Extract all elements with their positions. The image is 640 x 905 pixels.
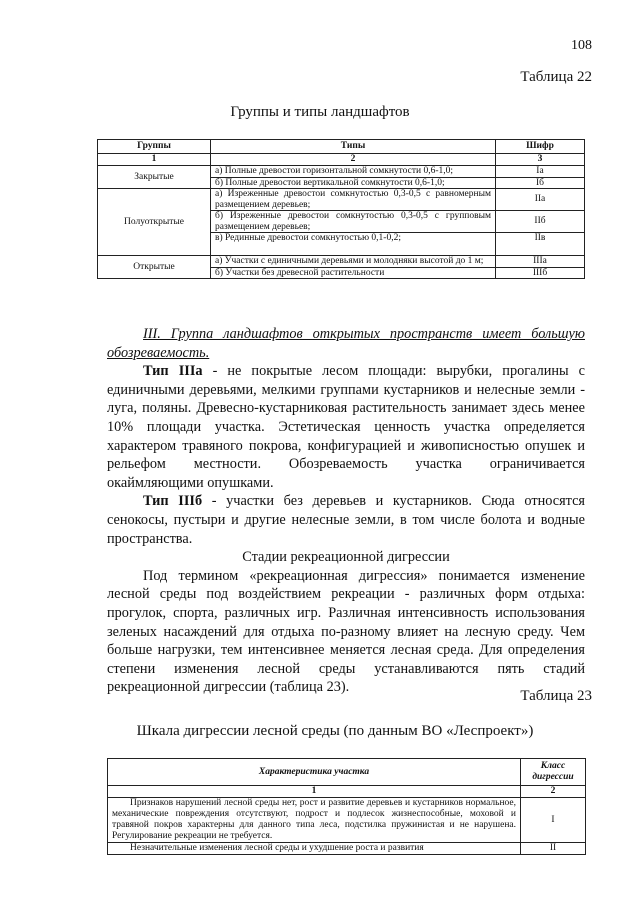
characteristic-cell: Признаков нарушений лесной среды нет, рост и развитие деревьев и кустарников нормальное, механические повреждения отсутствуют, подрост и подлесок жизнеспособные, моховой и травяной покров характерны для данного типа леса, подстилка пружинистая и не нарушена. Регулирование рекреации не требуется. bbox=[108, 798, 521, 843]
column-header: Шифр bbox=[496, 140, 585, 154]
group-name: Полуоткрытые bbox=[98, 189, 211, 256]
table23-title: Шкала дигрессии лесной среды (по данным ВО «Леспроект») bbox=[136, 723, 534, 739]
landscape-groups-table bbox=[97, 139, 585, 279]
type-cell: а) Изреженные древостои сомкнутостью 0,3-0,5 с равномерным размещением деревьев; bbox=[211, 189, 496, 211]
column-number: 1 bbox=[108, 786, 521, 798]
paragraph-type-IIIb bbox=[107, 492, 585, 548]
code-cell: IIв bbox=[496, 233, 585, 256]
class-cell: II bbox=[521, 843, 586, 855]
code-cell: IIIа bbox=[496, 256, 585, 268]
table-header-row bbox=[98, 140, 585, 154]
table-row bbox=[98, 256, 585, 268]
paragraph-text: - не покрытые лесом площади: вырубки, прогалины с единичными деревьями, мелкими группами кустарников и нелесные земли - луга, поляны. Древесно-кустарниковая растительность занимает здесь менее 10% площади участка. Эстетическая ценность участка определяется характером травяного покрова, конфигурацией и живописностью опушек и рельефом местности. Обозреваемость участка ограничивается окаймляющими опушками. bbox=[107, 363, 586, 491]
column-number: 1 bbox=[98, 154, 211, 166]
table22-label: Таблица 22 bbox=[520, 69, 592, 85]
digression-scale-table bbox=[107, 758, 586, 855]
column-header: Группы bbox=[98, 140, 211, 154]
table-row bbox=[98, 166, 585, 178]
code-cell: IIб bbox=[496, 211, 585, 233]
paragraph-text: - участки без деревьев и кустарников. Сюда относятся сенокосы, пустыри и другие нелесные земли, в том числе болота и водные пространства. bbox=[107, 493, 585, 547]
type-cell: б) Участки без древесной растительности bbox=[211, 267, 496, 279]
class-cell: I bbox=[521, 798, 586, 843]
paragraph-type-IIIa bbox=[107, 362, 585, 492]
type-cell: а) Полные древостои горизонтальной сомкнутости 0,6-1,0; bbox=[211, 166, 496, 178]
subheading: Стадии рекреационной дигрессии bbox=[242, 549, 450, 566]
column-number: 3 bbox=[496, 154, 585, 166]
code-cell: Iб bbox=[496, 177, 585, 189]
group-name: Закрытые bbox=[98, 166, 211, 189]
type-cell: а) Участки с единичными деревьями и молодняки высотой до 1 м; bbox=[211, 256, 496, 268]
section-heading: III. Группа ландшафтов открытых пространств имеет большую обозреваемость. bbox=[107, 326, 585, 361]
code-cell: IIIб bbox=[496, 267, 585, 279]
table23-label: Таблица 23 bbox=[520, 688, 592, 704]
column-number-row bbox=[108, 786, 586, 798]
table-row bbox=[108, 843, 586, 855]
table-row bbox=[98, 189, 585, 211]
page-number: 108 bbox=[571, 38, 592, 53]
table22-title: Группы и типы ландшафтов bbox=[230, 104, 410, 120]
term-IIIb: Тип IIIб bbox=[143, 493, 203, 510]
column-header: Характеристика участка bbox=[108, 759, 521, 786]
column-header: Класс дигрессии bbox=[521, 759, 586, 786]
type-cell: в) Рединные древостои сомкнутостью 0,1-0,2; bbox=[211, 233, 496, 256]
table-header-row bbox=[108, 759, 586, 786]
body-text bbox=[107, 325, 585, 697]
column-header: Типы bbox=[211, 140, 496, 154]
table-row bbox=[108, 798, 586, 843]
column-number: 2 bbox=[521, 786, 586, 798]
paragraph-digression: Под термином «рекреационная дигрессия» понимается изменение лесной среды под воздействием рекреации - различных форм отдыха: прогулок, спорта, различных игр. Различная интенсивность использования зеленых насаждений для отдыха по-разному влияет на лесную среду. Чем больше нагрузки, тем интенсивнее меняется лесная среда. Для определения степени изменения лесной среды устанавливаются пять стадий рекреационной дигрессии (таблица 23). bbox=[107, 567, 585, 696]
code-cell: IIа bbox=[496, 189, 585, 211]
column-number-row bbox=[98, 154, 585, 166]
column-number: 2 bbox=[211, 154, 496, 166]
type-cell: б) Изреженные древостои сомкнутостью 0,3-0,5 с групповым размещением деревьев; bbox=[211, 211, 496, 233]
characteristic-cell: Незначительные изменения лесной среды и ухудшение роста и развития bbox=[108, 843, 521, 855]
code-cell: Iа bbox=[496, 166, 585, 178]
term-IIIa: Тип IIIа bbox=[143, 363, 203, 380]
type-cell: б) Полные древостои вертикальной сомкнутости 0,6-1,0; bbox=[211, 177, 496, 189]
group-name: Открытые bbox=[98, 256, 211, 279]
